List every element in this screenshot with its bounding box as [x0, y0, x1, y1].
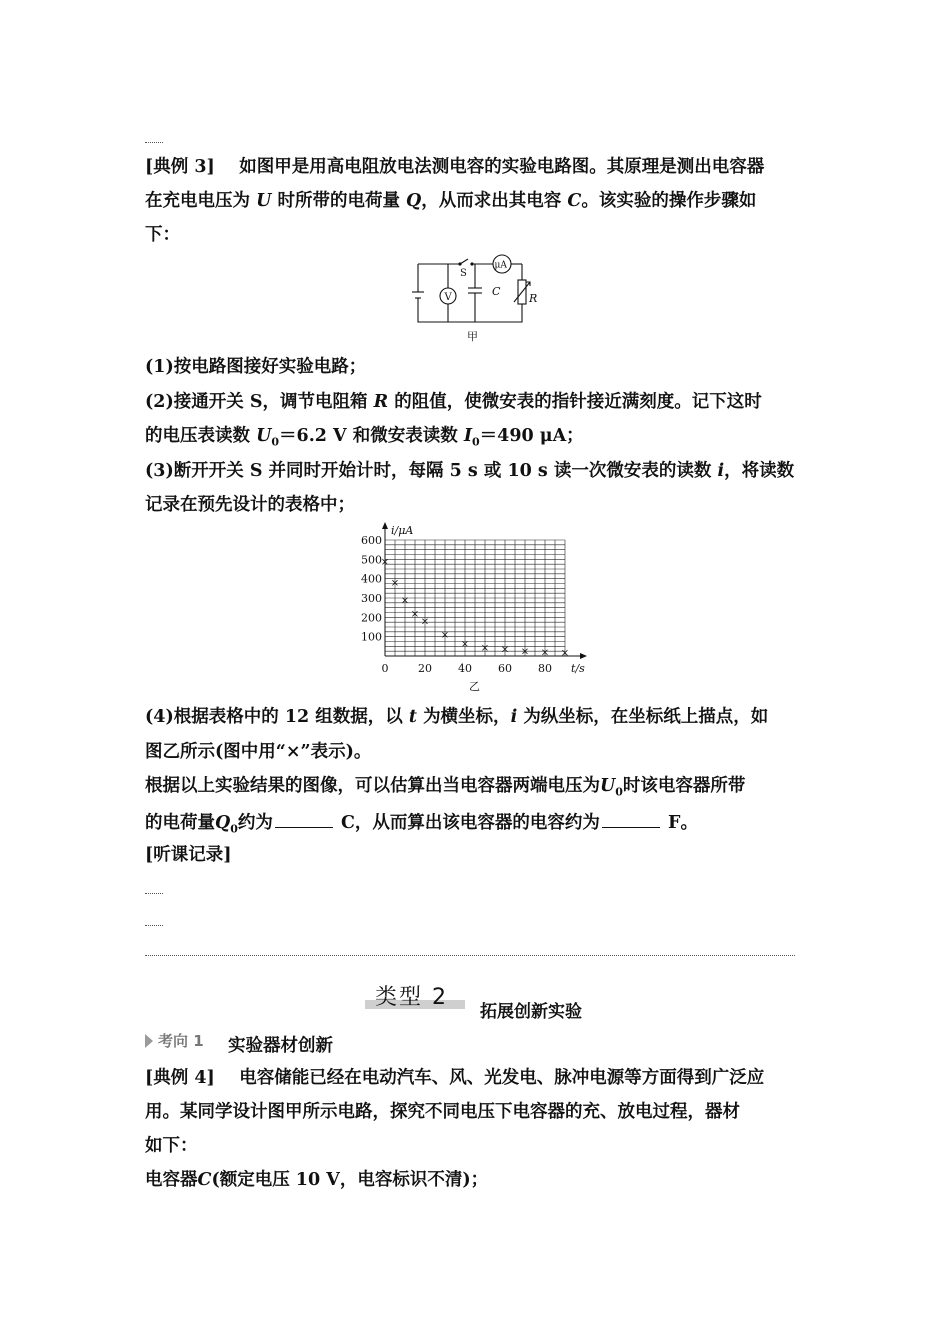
text-segment: 的电压表读数 — [145, 426, 250, 446]
switch-label: S — [460, 268, 467, 279]
kaoxiang-label: 考向 1 — [158, 1032, 204, 1050]
text-segment: 的阻值，使微安表的指针接近满刻度。记下这时 — [394, 392, 762, 412]
text-segment: (1)按电路图接好实验电路； — [145, 357, 367, 377]
text-segment: (3)断开开关 S 并同时开始计时，每隔 5 s 或 10 s 读一次微安表的读数 — [145, 461, 712, 481]
type-heading-subtitle: 拓展创新实验 — [480, 1002, 582, 1022]
text-segment: 约为 — [237, 813, 273, 833]
type-heading-title: 类型 2 — [375, 985, 448, 1010]
variable-U0: U — [600, 776, 616, 796]
resistor-label: R — [529, 292, 538, 305]
current-time-chart — [352, 522, 602, 692]
text-segment: ，从而求出其电容 — [421, 191, 562, 211]
microammeter-label: μA — [494, 260, 507, 271]
x-tick-label: 80 — [538, 662, 552, 675]
variable-i: i — [510, 707, 518, 727]
example4-tag: [典例 4] — [145, 1068, 215, 1088]
x-tick-label: 0 — [381, 662, 389, 675]
y-tick-label: 300 — [361, 592, 382, 605]
data-point-marker: × — [500, 644, 510, 656]
variable-Q: Q — [406, 191, 422, 211]
text-segment: 电容储能已经在电动汽车、风、光发电、脉冲电源等方面得到广泛应 — [239, 1068, 765, 1088]
text-segment: 为横坐标， — [423, 707, 511, 727]
data-point-marker: × — [560, 648, 570, 660]
voltmeter-label: V — [444, 292, 452, 303]
y-tick-label: 100 — [361, 630, 382, 644]
x-tick-label: 40 — [458, 662, 472, 675]
text-segment: 在充电电压为 — [145, 191, 250, 211]
triangle-icon — [145, 1034, 153, 1048]
y-tick-label: 500 — [361, 553, 382, 567]
y-tick-label: 400 — [361, 572, 382, 586]
text-segment: 。该实验的操作步骤如 — [581, 191, 757, 211]
notes-label — [145, 843, 232, 867]
example3-line3 — [145, 223, 180, 247]
notes-dotted-marker — [145, 893, 163, 894]
text-segment: (4)根据表格中的 12 组数据，以 — [145, 707, 403, 727]
x-axis-label: t/s — [571, 662, 585, 675]
step2-line1 — [145, 390, 762, 414]
data-point-marker: × — [420, 616, 430, 628]
variable-t: t — [408, 707, 417, 727]
step4-line2 — [145, 740, 371, 764]
x-tick-label: 60 — [498, 662, 512, 675]
subscript: 0 — [230, 822, 238, 836]
step2-line2 — [145, 424, 584, 455]
text-segment: 电容器 — [145, 1170, 198, 1190]
example3-line2 — [145, 189, 756, 213]
kaoxiang-title: 实验器材创新 — [228, 1036, 333, 1056]
example3-tag: [典例 3] — [145, 157, 215, 177]
data-point-marker: × — [410, 608, 420, 620]
text-segment: 图乙所示(图中用“×”表示)。 — [145, 742, 372, 762]
data-point-marker: × — [390, 578, 400, 590]
text-segment: [听课记录] — [145, 845, 232, 865]
text-segment: 用。某同学设计图甲所示电路，探究不同电压下电容器的充、放电过程，器材 — [145, 1102, 740, 1122]
circuit-diagram — [410, 252, 540, 344]
subscript: 0 — [472, 435, 480, 449]
capacitor-label: C — [492, 285, 501, 298]
data-point-marker: × — [540, 647, 550, 659]
text-segment: 下： — [145, 225, 180, 245]
y-tick-label: 600 — [361, 534, 382, 547]
data-point-marker: × — [400, 595, 410, 607]
x-tick-label: 20 — [418, 662, 432, 675]
example3-intro-line1: 如图甲是用高电阻放电法测电容的实验电路图。其原理是测出电容器 — [239, 157, 765, 177]
text-segment: ＝6.2 V 和微安表读数 — [279, 426, 458, 446]
variable-Q0: Q — [215, 813, 231, 833]
y-axis-arrow — [382, 522, 388, 529]
text-segment: 的电荷量 — [145, 813, 215, 833]
switch-contact — [458, 262, 461, 265]
step4-line1 — [145, 705, 768, 729]
text-segment: 为纵坐标，在坐标纸上描点，如 — [523, 707, 769, 727]
example4-line2 — [145, 1100, 740, 1124]
variable-U: U — [256, 191, 272, 211]
notes-dotted-marker — [145, 925, 163, 926]
answer-blank-capacitance[interactable] — [602, 809, 660, 828]
chart-caption: 乙 — [469, 680, 480, 692]
circuit-caption: 甲 — [467, 330, 478, 343]
data-point-marker: × — [460, 638, 470, 650]
y-axis-label: i/μA — [391, 524, 414, 537]
text-segment: ＝490 μA； — [479, 426, 584, 446]
switch-contact — [470, 262, 473, 265]
subscript: 0 — [615, 785, 623, 799]
subscript: 0 — [271, 435, 280, 449]
example4-line4 — [145, 1168, 488, 1192]
text-segment: 时所带的电荷量 — [277, 191, 400, 211]
y-tick-label: 200 — [361, 611, 382, 625]
variable-C: C — [567, 191, 582, 211]
variable-i: i — [717, 461, 725, 481]
question-line1 — [145, 774, 745, 805]
text-segment: (2)接通开关 S，调节电阻箱 — [145, 392, 368, 412]
data-point-marker: × — [520, 646, 530, 658]
variable-R: R — [373, 392, 389, 412]
example3-line1 — [145, 155, 764, 179]
x-axis-arrow — [580, 653, 587, 659]
question-line2 — [145, 809, 698, 842]
text-segment: ，将读数 — [724, 461, 795, 481]
data-point-marker: × — [440, 630, 450, 642]
text-segment: C，从而算出该电容器的电容约为 — [341, 813, 600, 833]
text-segment: 时该电容器所带 — [622, 776, 746, 796]
answer-blank-charge[interactable] — [275, 809, 333, 828]
example4-line3 — [145, 1134, 198, 1158]
section-separator — [145, 955, 795, 956]
step1 — [145, 355, 366, 379]
data-point-marker: × — [480, 642, 490, 654]
example4-line1 — [145, 1066, 764, 1090]
text-segment: (额定电压 10 V，电容标识不清)； — [211, 1170, 489, 1190]
variable-I0: I — [463, 426, 473, 446]
text-segment: 记录在预先设计的表格中； — [145, 495, 355, 515]
top-dotted-marker — [145, 142, 163, 143]
text-segment: F。 — [668, 813, 698, 833]
variable-C: C — [197, 1170, 212, 1190]
step3-line2 — [145, 493, 355, 517]
variable-U0: U — [256, 426, 272, 446]
text-segment: 根据以上实验结果的图像，可以估算出当电容器两端电压为 — [145, 776, 600, 796]
data-point-marker: × — [380, 556, 390, 568]
text-segment: 如下： — [145, 1136, 198, 1156]
step3-line1 — [145, 459, 794, 483]
